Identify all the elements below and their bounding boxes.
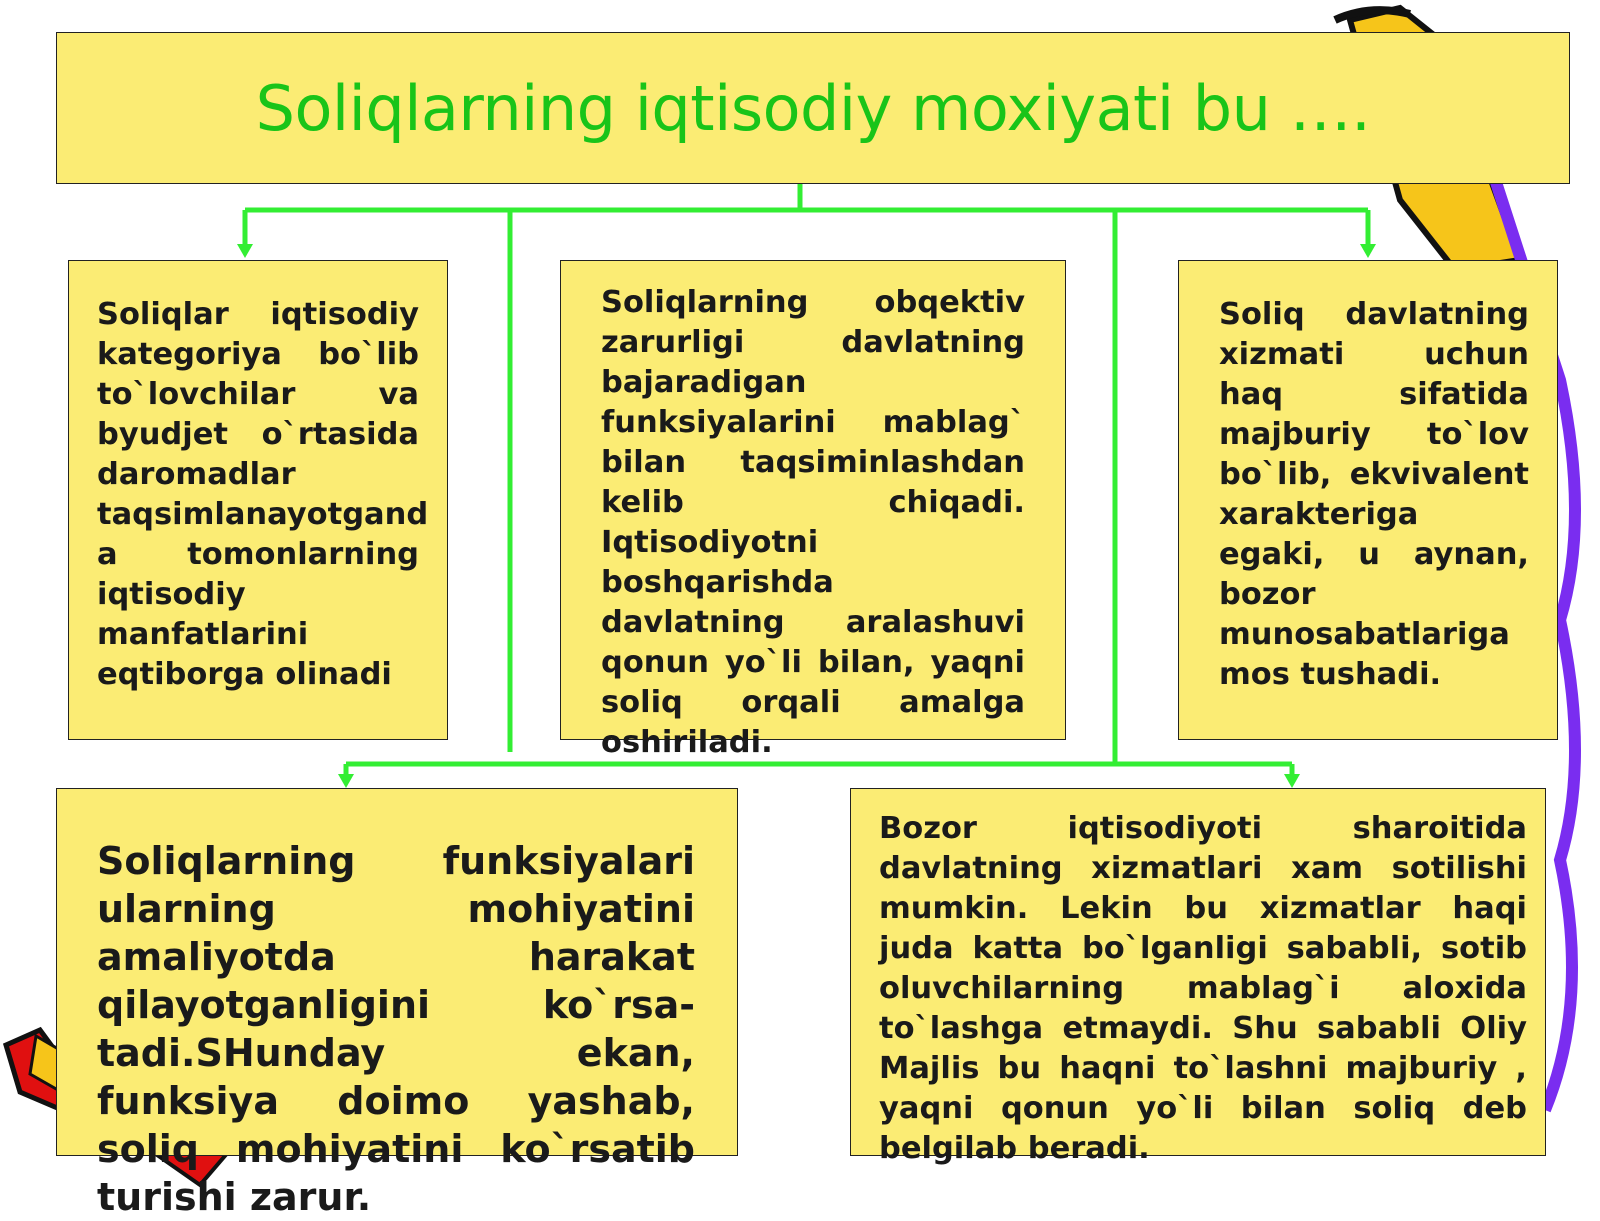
box-top-center — [560, 260, 1066, 760]
box-top-right-text: Soliq davlatning xizmati uchun haq sifatida majburiy to`lov bo`lib, ekvivalent xarakteriga egaki, u aynan, bozor munosabatlariga mos tushadi. — [1219, 297, 1529, 692]
arrow-head — [1284, 774, 1300, 788]
title-box — [56, 32, 1570, 184]
arrow-head — [237, 244, 253, 258]
box-bottom-right — [850, 788, 1546, 1166]
arrow-head — [1360, 244, 1376, 258]
box-top-left — [68, 260, 448, 740]
box-top-right — [1178, 260, 1558, 740]
diagram-title: Soliqlarning iqtisodiy moxiyati bu …. — [255, 71, 1371, 145]
box-top-left-text: Soliqlar iqtisodiy kategoriya bo`lib to`lovchilar va byudjet o`rtasida daromadlar taqsimlanayotgand a tomonlarning iqtisodiy manfatlarini eqtiborga olinadi — [97, 297, 429, 692]
box-top-center-text: Soliqlarning obqektiv zarurligi davlatning bajaradigan funksiyalarini mablag` bilan taqsiminlashdan kelib chiqadi. Iqtisodiyotni boshqarishda davlatning aralashuvi qonun yo`li bilan, yaqni soliq orqali amalga oshiriladi. — [601, 285, 1025, 760]
arrow-head — [338, 774, 354, 788]
box-bottom-left — [56, 788, 738, 1219]
box-bottom-left-text: Soliqlarning funksiyalari ularning mohiyatini amaliyotda harakat qilayotganligini ko`rsa-tadi.SHunday ekan, funksiya doimo yashab, soliq mohiyatini ko`rsatib turishi zarur. — [97, 839, 695, 1219]
box-bottom-right-text: Bozor iqtisodiyoti sharoitida davlatning xizmatlari xam sotilishi mumkin. Lekin bu xizmatlar haqi juda katta bo`lganligi sababli, sotib oluvchilarning mablag`i aloxida to`lashga etmaydi. Shu sababli Oliy Majlis bu haqni to`lashni majburiy , yaqni qonun yo`li bilan soliq deb belgilab beradi. — [879, 811, 1527, 1166]
